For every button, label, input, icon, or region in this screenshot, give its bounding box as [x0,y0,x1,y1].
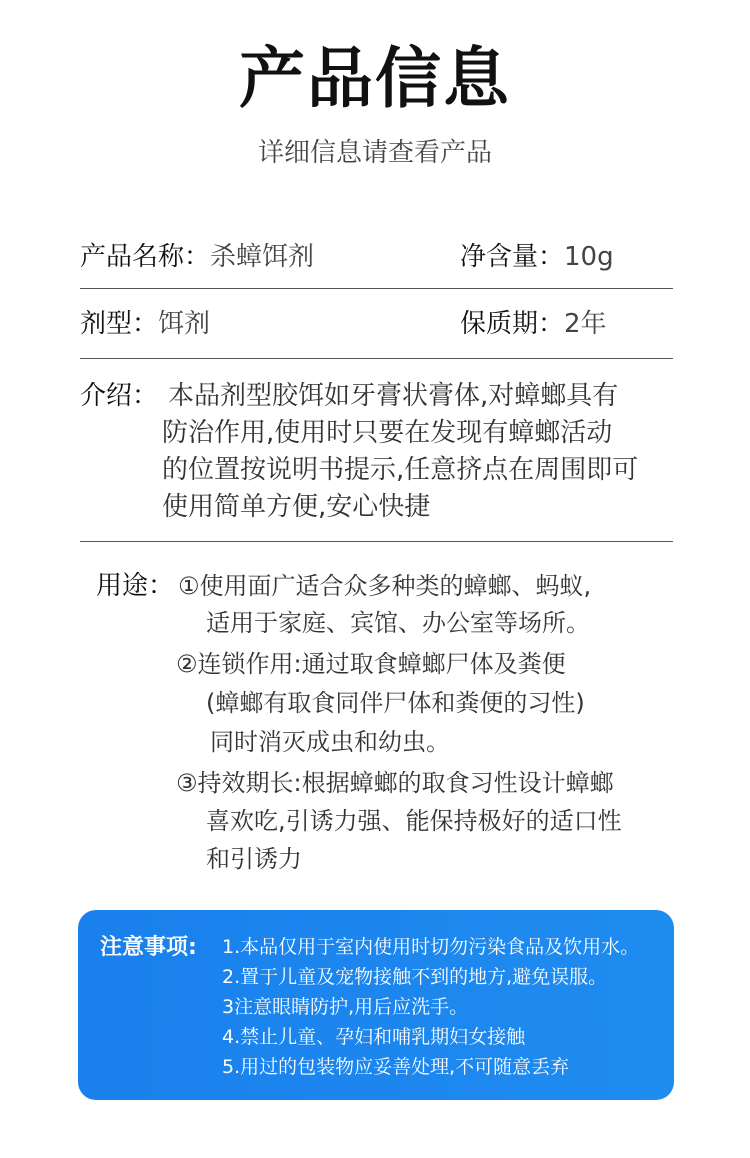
usage-line: ①使用面广适合众多种类的蟑螂、蚂蚁, [178,572,592,600]
usage-line: 同时消灭成虫和幼虫。 [210,728,450,756]
divider [80,358,673,359]
notice-line: 3注意眼睛防护,用后应洗手。 [222,996,469,1018]
intro-label: 介绍： [80,381,159,411]
notice-line: 4.禁止儿童、孕妇和哺乳期妇女接触 [222,1026,526,1048]
intro-line: 本品剂型胶饵如牙膏状膏体,对蟑螂具有 [168,381,619,411]
product-name-label: 产品名称： [80,242,211,272]
intro-line: 的位置按说明书提示,任意挤点在周围即可 [162,455,639,485]
spec-row-form [80,304,673,344]
net-content-label: 净含量： [460,242,565,272]
shelf-life-value: 2年 [564,309,607,339]
usage-line: (蟑螂有取食同伴尸体和粪便的习性) [206,689,585,717]
notice-line: 1.本品仅用于室内使用时切勿污染食品及饮用水。 [222,936,640,958]
notice-line: 5.用过的包装物应妥善处理,不可随意丢弃 [222,1056,570,1078]
divider [80,288,673,289]
usage-line: ③持效期长:根据蟑螂的取食习性设计蟑螂 [176,769,614,797]
net-content [460,237,614,277]
shelf-life-label: 保质期： [460,309,565,339]
shelf-life [460,304,607,344]
notice-label: 注意事项: [100,935,197,960]
notice-box [78,910,674,1100]
divider [80,541,673,542]
usage-line: ②连锁作用:通过取食蟑螂尸体及粪便 [176,650,566,678]
spec-row-name [80,237,673,277]
notice-line: 2.置于儿童及宠物接触不到的地方,避免误服。 [222,966,608,988]
usage-line: 和引诱力 [206,845,302,873]
usage-label: 用途： [96,571,175,601]
product-name-value: 杀蟑饵剂 [210,242,315,272]
intro-line: 使用简单方便,安心快捷 [162,492,431,522]
page-subtitle: 详细信息请查看产品 [257,138,492,168]
usage-line: 适用于家庭、宾馆、办公室等场所。 [206,609,590,637]
page-title: 产品信息 [239,40,511,117]
intro-line: 防治作用,使用时只要在发现有蟑螂活动 [162,418,613,448]
net-content-value: 10g [564,242,614,272]
form-value: 饵剂 [158,309,211,339]
form-label: 剂型： [80,309,159,339]
usage-line: 喜欢吃,引诱力强、能保持极好的适口性 [206,807,622,835]
